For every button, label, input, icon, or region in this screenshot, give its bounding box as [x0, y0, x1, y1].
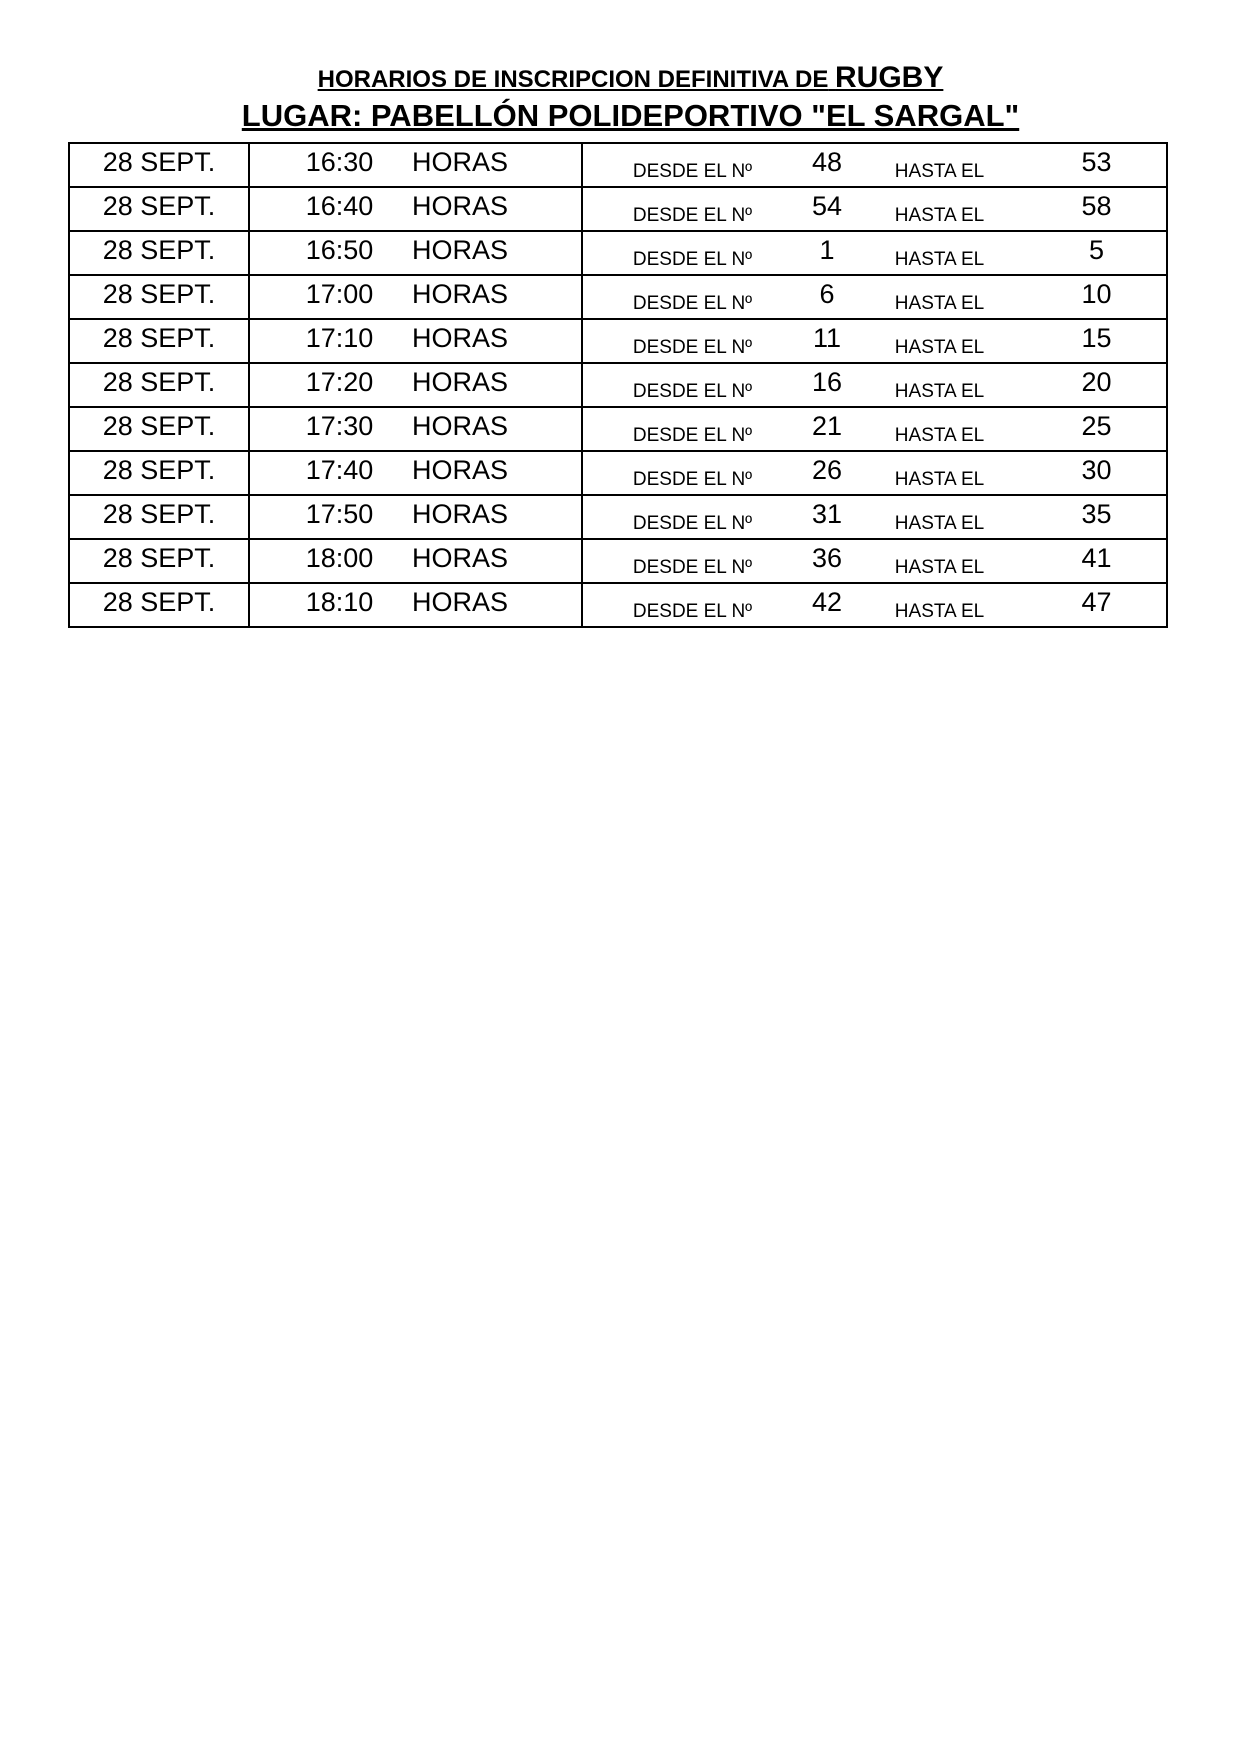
table-row [69, 275, 1167, 319]
row-to-label: HASTA EL [894, 249, 985, 270]
row-unit-label: HORAS [409, 495, 582, 539]
row-from-label: DESDE EL Nº [632, 601, 753, 622]
schedule-table [68, 142, 1168, 628]
row-to-label: HASTA EL [894, 557, 985, 578]
table-row [69, 495, 1167, 539]
row-to-number: 41 [1081, 543, 1112, 573]
row-to-label: HASTA EL [894, 469, 985, 490]
row-to-label: HASTA EL [894, 425, 985, 446]
row-to-label: HASTA EL [894, 337, 985, 358]
row-time: 17:20 [305, 367, 374, 397]
row-unit-label: HORAS [409, 363, 582, 407]
row-date: 28 SEPT. [69, 231, 249, 275]
row-time: 18:00 [305, 543, 374, 573]
row-to-number: 20 [1081, 367, 1112, 397]
row-unit-label: HORAS [409, 275, 582, 319]
row-to-number: 30 [1081, 455, 1112, 485]
row-unit-label: HORAS [409, 231, 582, 275]
table-row [69, 451, 1167, 495]
row-unit-label: HORAS [409, 583, 582, 627]
row-from-number: 54 [811, 191, 843, 221]
row-from-number: 16 [811, 367, 843, 397]
row-to-number: 15 [1081, 323, 1112, 353]
row-to-label: HASTA EL [894, 293, 985, 314]
table-row [69, 187, 1167, 231]
row-date: 28 SEPT. [69, 319, 249, 363]
table-row [69, 539, 1167, 583]
row-from-label: DESDE EL Nº [632, 381, 753, 402]
table-row [69, 319, 1167, 363]
row-from-number: 48 [811, 147, 843, 177]
row-to-label: HASTA EL [894, 381, 985, 402]
row-date: 28 SEPT. [69, 451, 249, 495]
row-time: 16:30 [305, 147, 374, 177]
table-row [69, 143, 1167, 187]
row-date: 28 SEPT. [69, 363, 249, 407]
row-from-number: 6 [819, 279, 835, 309]
row-from-label: DESDE EL Nº [632, 337, 753, 358]
row-unit-label: HORAS [409, 319, 582, 363]
row-to-number: 10 [1081, 279, 1112, 309]
row-from-label: DESDE EL Nº [632, 557, 753, 578]
row-date: 28 SEPT. [69, 495, 249, 539]
row-from-number: 1 [819, 235, 835, 265]
row-to-number: 47 [1081, 587, 1112, 617]
table-row [69, 231, 1167, 275]
row-to-number: 58 [1081, 191, 1112, 221]
row-date: 28 SEPT. [69, 275, 249, 319]
row-date: 28 SEPT. [69, 407, 249, 451]
row-date: 28 SEPT. [69, 539, 249, 583]
document-title [20, 60, 1241, 98]
row-from-label: DESDE EL Nº [632, 425, 753, 446]
row-from-number: 31 [811, 499, 843, 529]
row-time: 17:10 [305, 323, 374, 353]
row-unit-label: HORAS [409, 407, 582, 451]
row-to-number: 25 [1081, 411, 1112, 441]
row-to-label: HASTA EL [894, 161, 985, 182]
row-date: 28 SEPT. [69, 143, 249, 187]
row-from-label: DESDE EL Nº [632, 249, 753, 270]
row-to-number: 53 [1081, 147, 1112, 177]
row-from-number: 26 [811, 455, 843, 485]
table-row [69, 583, 1167, 627]
table-row [69, 363, 1167, 407]
row-from-number: 11 [812, 323, 842, 353]
row-from-label: DESDE EL Nº [632, 513, 753, 534]
row-from-number: 36 [811, 543, 843, 573]
row-time: 17:40 [305, 455, 374, 485]
row-unit-label: HORAS [409, 451, 582, 495]
row-from-label: DESDE EL Nº [632, 469, 753, 490]
title-sport: RUGBY [835, 61, 944, 94]
row-time: 18:10 [305, 587, 374, 617]
row-to-number: 35 [1081, 499, 1112, 529]
schedule-body [69, 143, 1167, 627]
table-row [69, 407, 1167, 451]
row-from-number: 42 [811, 587, 843, 617]
row-time: 16:50 [305, 235, 374, 265]
row-from-label: DESDE EL Nº [632, 161, 753, 182]
row-from-label: DESDE EL Nº [632, 205, 753, 226]
row-unit-label: HORAS [409, 187, 582, 231]
row-date: 28 SEPT. [69, 583, 249, 627]
row-time: 16:40 [305, 191, 374, 221]
row-to-number: 5 [1088, 235, 1105, 265]
row-to-label: HASTA EL [894, 513, 985, 534]
row-time: 17:00 [305, 279, 374, 309]
row-date: 28 SEPT. [69, 187, 249, 231]
title-block [0, 60, 1241, 134]
row-to-label: HASTA EL [894, 205, 985, 226]
location-title: LUGAR: PABELLÓN POLIDEPORTIVO "EL SARGAL" [241, 98, 1020, 133]
title-prefix: HORARIOS DE INSCRIPCION DEFINITIVA DE [317, 66, 829, 93]
row-from-label: DESDE EL Nº [632, 293, 753, 314]
row-time: 17:50 [305, 499, 374, 529]
row-to-label: HASTA EL [894, 601, 985, 622]
row-unit-label: HORAS [409, 539, 582, 583]
row-time: 17:30 [305, 411, 374, 441]
row-from-number: 21 [811, 411, 843, 441]
row-unit-label: HORAS [409, 143, 582, 187]
